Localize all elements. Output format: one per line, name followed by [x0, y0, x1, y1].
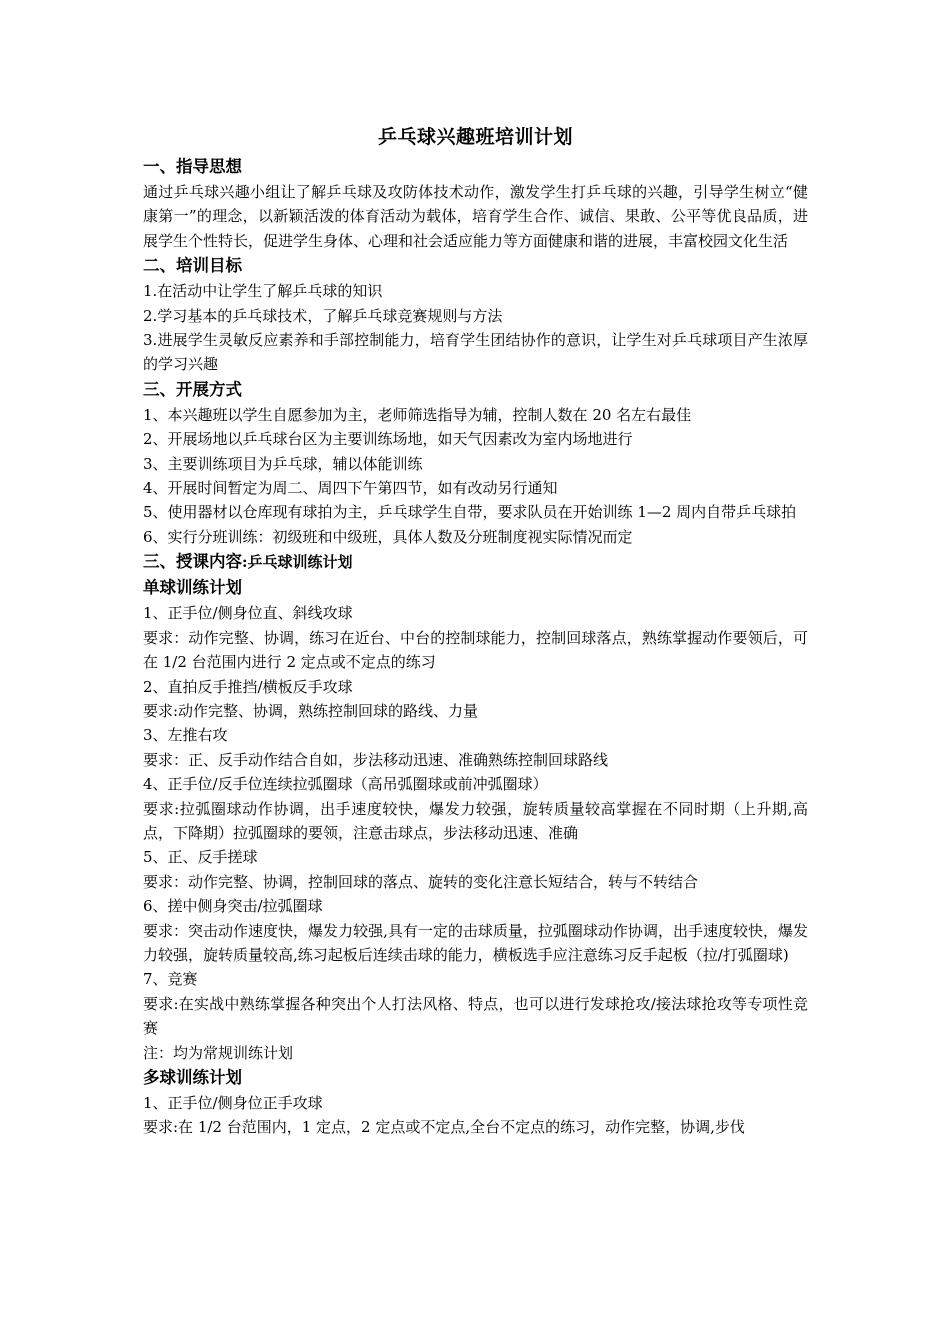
single-ball-line: 要求:拉弧圈球动作协调，出手速度较快，爆发力较强，旋转质量较高掌握在不同时期（上升期,高点，下降期）拉弧圈球的要领，注意击球点，步法移动迅速、准确: [143, 799, 808, 842]
method-item: 1、本兴趣班以学生自愿参加为主，老师筛选指导为辅，控制人数在 20 名左右最佳: [143, 405, 692, 424]
multi-ball-line: 要求:在 1/2 台范围内，1 定点，2 定点或不定点,全台不定点的练习，动作完整，协调,步伐: [143, 1118, 745, 1137]
single-ball-note: 注：均为常规训练计划: [143, 1043, 294, 1062]
single-ball-line: 2、直拍反手推挡/横板反手攻球: [143, 677, 353, 696]
section-heading-methods: 三、开展方式: [143, 379, 242, 399]
goal-item: 2.学习基本的乒乓球技术，了解乒乓球竞赛规则与方法: [143, 306, 503, 325]
single-ball-line: 4、正手位/反手位连续拉弧圈球（高吊弧圈球或前冲弧圈球）: [143, 775, 548, 794]
section-heading-guiding-idea: 一、指导思想: [143, 157, 242, 176]
method-item: 3、主要训练项目为乒乓球，辅以体能训练: [143, 454, 423, 473]
single-ball-line: 要求:动作完整、协调，熟练控制回球的路线、力量: [143, 701, 479, 720]
method-item: 2、开展场地以乒乓球台区为主要训练场地，如天气因素改为室内场地进行: [143, 430, 633, 449]
course-content-subtitle: :乒乓球训练计划: [242, 553, 353, 572]
method-item: 4、开展时间暂定为周二、周四下午第四节，如有改动另行通知: [143, 479, 558, 498]
goal-item: 3.进展学生灵敏反应素养和手部控制能力，培育学生团结协作的意识，让学生对乒乓球项目产生浓厚的学习兴趣: [143, 331, 808, 374]
single-ball-line: 3、左推右攻: [143, 726, 228, 745]
single-ball-line: 要求：突击动作速度快，爆发力较强,具有一定的击球质量，拉弧圈球动作协调，出手速度较快，爆发力较强，旋转质量较高,练习起板后连续击球的能力，横板选手应注意练习反手起板（拉/打弧圈球): [143, 921, 808, 964]
section-heading-training-goals: 二、培训目标: [143, 256, 242, 276]
course-content-heading-text: 三、授课内容: [143, 552, 242, 572]
section-heading-multi-ball: 多球训练计划: [143, 1068, 242, 1087]
multi-ball-line: 1、正手位/侧身位正手攻球: [143, 1094, 323, 1112]
section-heading-single-ball: 单球训练计划: [143, 578, 242, 598]
single-ball-line: 要求：动作完整、协调，练习在近台、中台的控制球能力，控制回球落点，熟练掌握动作要领后，可在 1/2 台范围内进行 2 定点或不定点的练习: [143, 628, 808, 672]
single-ball-line: 6、搓中侧身突击/拉弧圈球: [143, 897, 323, 916]
section-heading-course-content: [143, 549, 808, 575]
single-ball-line: 1、正手位/侧身位直、斜线攻球: [143, 604, 353, 623]
single-ball-line: 要求：动作完整、协调，控制回球的落点、旋转的变化注意长短结合，转与不转结合: [143, 872, 699, 891]
section-body-guiding-idea: 通过乒乓球兴趣小组让了解乒乓球及攻防体技术动作，激发学生打乒乓球的兴趣，引导学生树立“健康第一”的理念，以新颖活泼的体育活动为载体，培育学生合作、诚信、果敢、公平等优良品质，进展学生个性特长，促进学生身体、心理和社会适应能力等方面健康和谐的进展，丰富校园文化生活: [143, 183, 808, 250]
single-ball-line: 5、正、反手搓球: [143, 848, 258, 867]
method-item: 6、实行分班训练：初级班和中级班，具体人数及分班制度视实际情况而定: [143, 527, 633, 546]
single-ball-line: 7、竞赛: [143, 970, 198, 989]
document-title: 乒乓球兴趣班培训计划: [377, 126, 573, 148]
single-ball-line: 要求：正、反手动作结合自如，步法移动迅速、准确熟练控制回球路线: [143, 750, 609, 769]
method-item: 5、使用器材以仓库现有球拍为主，乒乓球学生自带，要求队员在开始训练 1—2 周内自带乒乓球拍: [143, 503, 797, 522]
goal-item: 1.在活动中让学生了解乒乓球的知识: [143, 282, 383, 301]
single-ball-line: 要求:在实战中熟练掌握各种突出个人打法风格、特点，也可以进行发球抢攻/接法球抢攻等专项性竞赛: [143, 994, 808, 1038]
